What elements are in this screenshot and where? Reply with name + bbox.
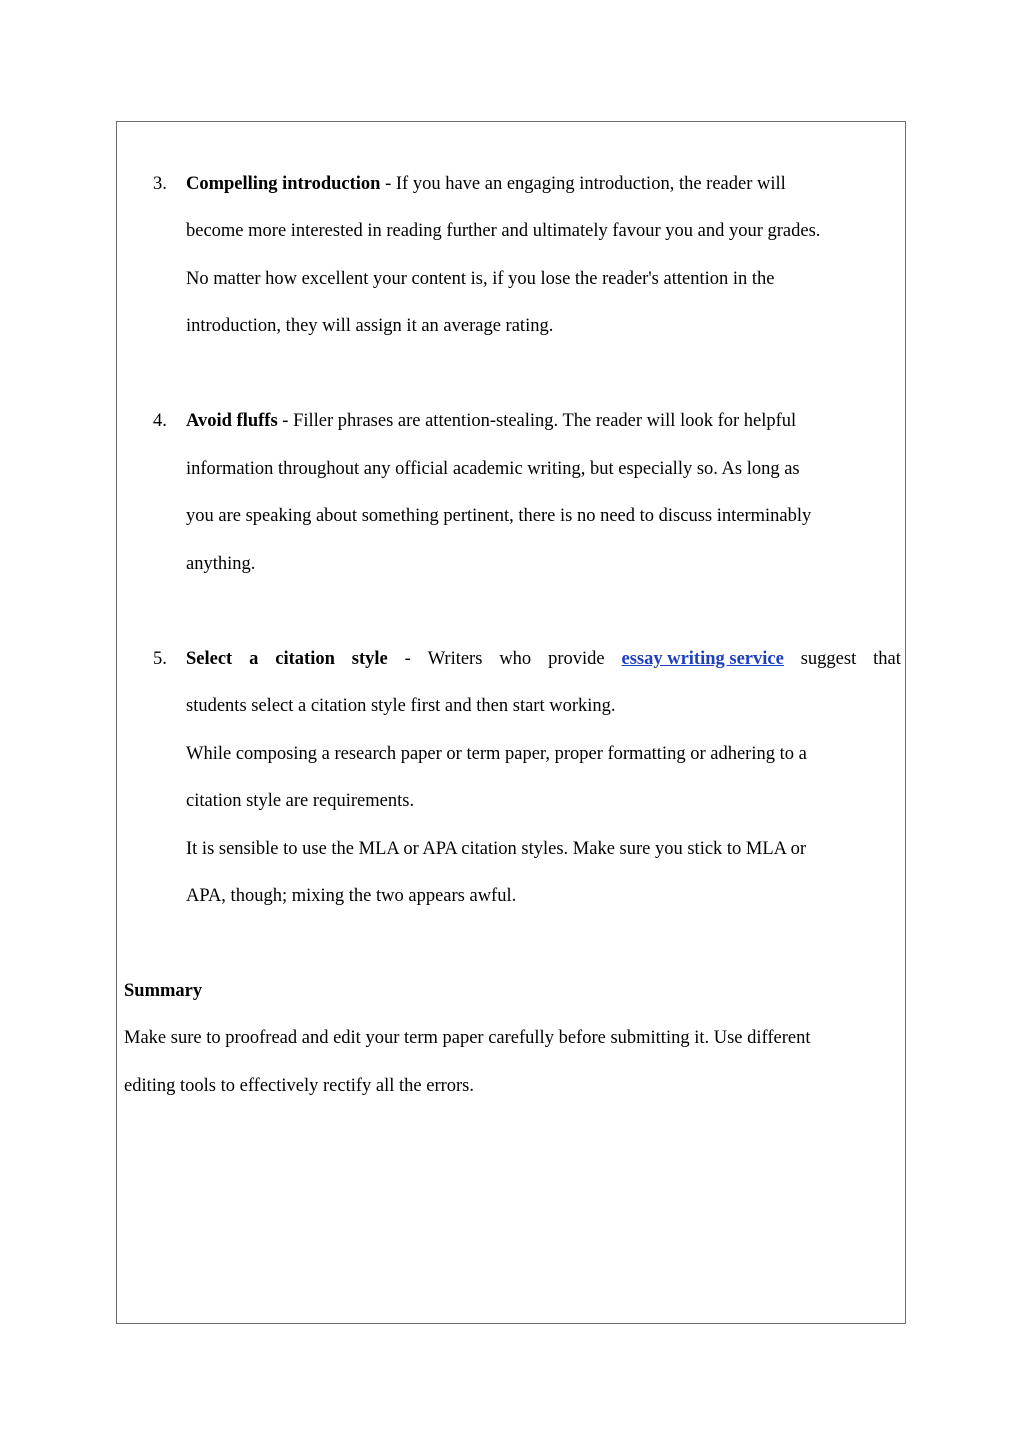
page-border-frame (116, 121, 906, 1324)
list-item-title-word: Select (186, 649, 233, 669)
list-item-text: Filler phrases are attention-stealing. The reader will look for helpful (293, 411, 797, 431)
word: that (873, 649, 901, 669)
list-item-text: become more interested in reading further and ultimately favour you and your grades. (186, 221, 821, 241)
list-item-title-word: style (351, 649, 388, 669)
list-item-text: introduction, they will assign it an average rating. (186, 316, 554, 336)
list-item-title-word: a (249, 649, 259, 669)
list-item-text: you are speaking about something pertinent, there is no need to discuss interminably (186, 506, 812, 526)
list-item-first-line (186, 648, 901, 670)
word: who (499, 649, 532, 669)
list-item-text: If you have an engaging introduction, the reader will (395, 174, 786, 194)
list-item-text: students select a citation style first and then start working. (186, 696, 616, 716)
list-number: 3. (153, 174, 167, 194)
list-item-first-line (186, 173, 786, 195)
list-item-text: While composing a research paper or term paper, proper formatting or adhering to a (186, 744, 807, 764)
summary-heading: Summary (124, 981, 203, 1001)
list-item-first-line (186, 410, 796, 432)
word: - (404, 649, 411, 669)
list-item-title: Avoid fluffs (186, 411, 278, 431)
list-item-text: anything. (186, 554, 256, 574)
list-item-text: It is sensible to use the MLA or APA citation styles. Make sure you stick to MLA or (186, 839, 807, 859)
word: provide (548, 649, 605, 669)
word: suggest (800, 649, 857, 669)
summary-text: editing tools to effectively rectify all the errors. (124, 1076, 475, 1096)
list-number: 4. (153, 411, 167, 431)
list-item-text: APA, though; mixing the two appears awful. (186, 886, 517, 906)
list-item-text: No matter how excellent your content is, if you lose the reader's attention in the (186, 269, 775, 289)
list-number: 5. (153, 649, 167, 669)
word: Writers (427, 649, 483, 669)
list-item-text: information throughout any official academic writing, but especially so. As long as (186, 459, 800, 479)
list-item-title-word: citation (275, 649, 335, 669)
title-separator: - (277, 411, 294, 431)
title-separator: - (380, 174, 396, 194)
list-item-title: Compelling introduction (186, 174, 381, 194)
summary-text: Make sure to proofread and edit your term paper carefully before submitting it. Use different (124, 1028, 811, 1048)
essay-writing-service-link[interactable]: essay writing service (621, 649, 784, 669)
list-item-text: citation style are requirements. (186, 791, 415, 811)
